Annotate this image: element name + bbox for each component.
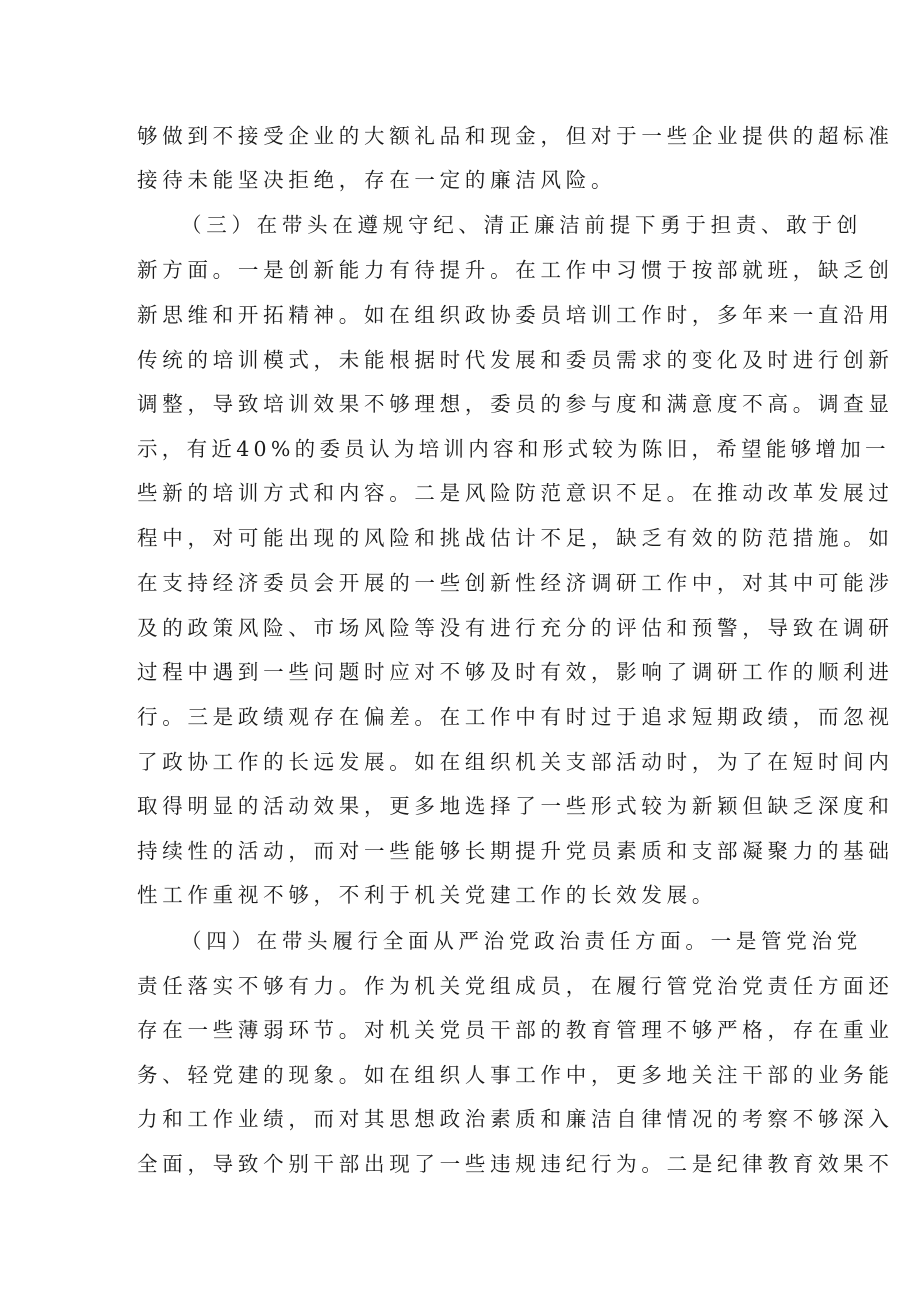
- paragraph-heading-line: （三）在带头在遵规守纪、清正廉洁前提下勇于担责、敢于创: [181, 213, 862, 237]
- text-line: 接待未能坚决拒绝，存在一定的廉洁风险。: [137, 168, 617, 192]
- text-line: 性工作重视不够，不利于机关党建工作的长效发展。: [137, 883, 718, 907]
- paragraph-heading-line: （四）在带头履行全面从严治党政治责任方面。一是管党治党: [181, 929, 862, 953]
- text-line: 取得明显的活动效果，更多地选择了一些形式较为新颖但缺乏深度和: [137, 794, 894, 818]
- text-line: 务、轻党建的现象。如在组织人事工作中，更多地关注干部的业务能: [137, 1063, 894, 1087]
- text-line: 调整，导致培训效果不够理想，委员的参与度和满意度不高。调查显: [137, 392, 894, 416]
- text-line: 行。三是政绩观存在偏差。在工作中有时过于追求短期政绩，而忽视: [137, 705, 894, 729]
- text-line: 传统的培训模式，未能根据时代发展和委员需求的变化及时进行创新: [137, 348, 894, 372]
- text-line: 持续性的活动，而对一些能够长期提升党员素质和支部凝聚力的基础: [137, 839, 894, 863]
- text-line: 示，有近40%的委员认为培训内容和形式较为陈旧，希望能够增加一: [137, 437, 890, 461]
- text-line: 程中，对可能出现的风险和挑战估计不足，缺乏有效的防范措施。如: [137, 526, 894, 550]
- text-line: 新方面。一是创新能力有待提升。在工作中习惯于按部就班，缺乏创: [137, 258, 894, 282]
- text-line: 责任落实不够有力。作为机关党组成员，在履行管党治党责任方面还: [137, 974, 894, 998]
- text-line: 在支持经济委员会开展的一些创新性经济调研工作中，对其中可能涉: [137, 571, 894, 595]
- text-line: 力和工作业绩，而对其思想政治素质和廉洁自律情况的考察不够深入: [137, 1107, 894, 1131]
- text-line: 存在一些薄弱环节。对机关党员干部的教育管理不够严格，存在重业: [137, 1018, 894, 1042]
- text-line: 够做到不接受企业的大额礼品和现金，但对于一些企业提供的超标准: [137, 124, 894, 148]
- text-line: 新思维和开拓精神。如在组织政协委员培训工作时，多年来一直沿用: [137, 303, 894, 327]
- text-line: 及的政策风险、市场风险等没有进行充分的评估和预警，导致在调研: [137, 616, 894, 640]
- text-line: 全面，导致个别干部出现了一些违规违纪行为。二是纪律教育效果不: [137, 1152, 894, 1176]
- text-line: 过程中遇到一些问题时应对不够及时有效，影响了调研工作的顺利进: [137, 660, 894, 684]
- text-line: 些新的培训方式和内容。二是风险防范意识不足。在推动改革发展过: [137, 481, 894, 505]
- text-line: 了政协工作的长远发展。如在组织机关支部活动时，为了在短时间内: [137, 750, 894, 774]
